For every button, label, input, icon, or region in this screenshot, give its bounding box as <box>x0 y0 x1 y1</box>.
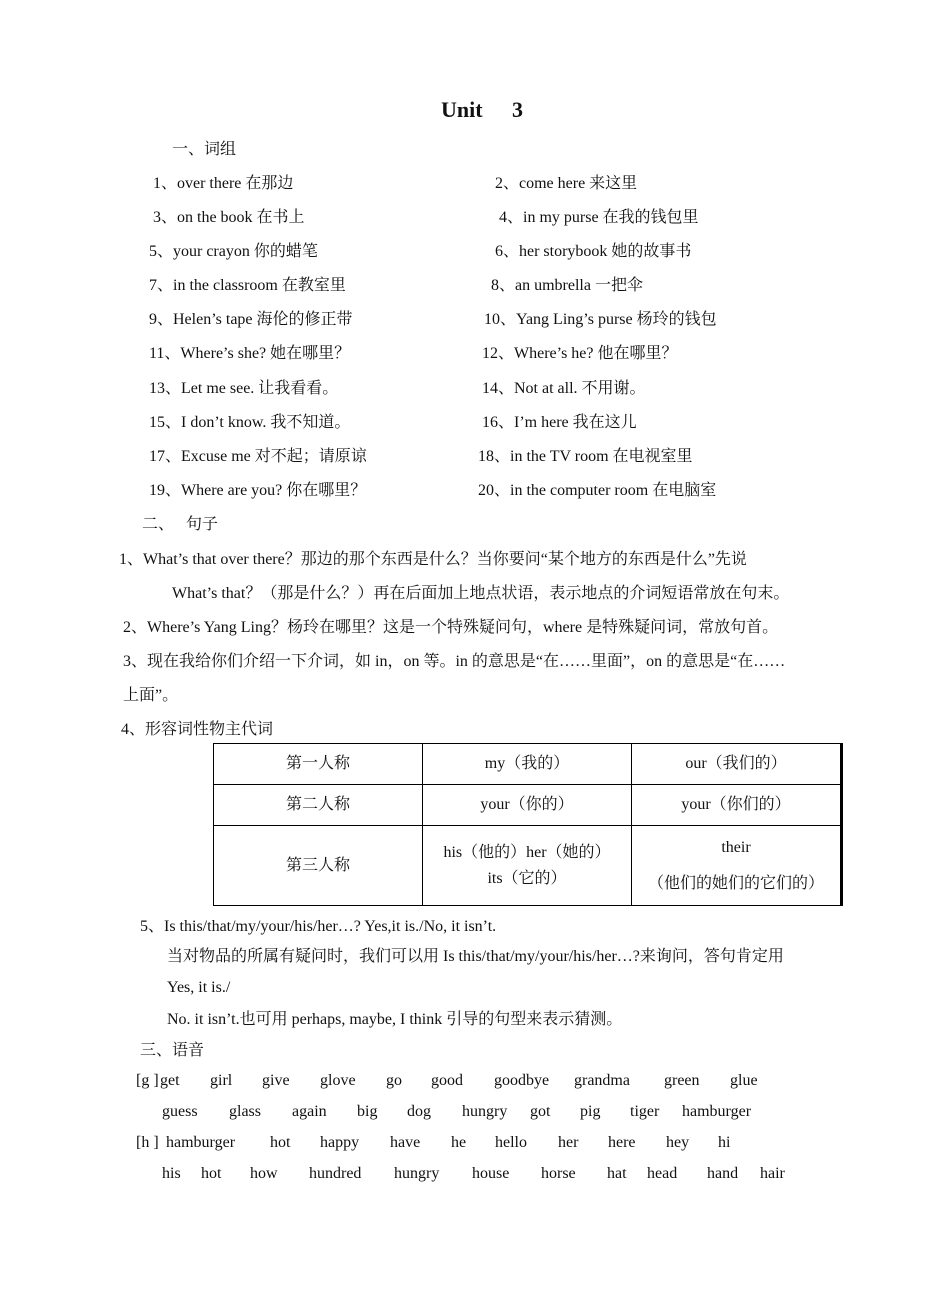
table-cell: 第一人称 <box>214 744 423 785</box>
phonics-word: again <box>292 1103 327 1120</box>
table-cell: our（我们的） <box>632 744 842 785</box>
pronoun-table <box>213 743 843 906</box>
phonics-word: big <box>357 1103 378 1120</box>
phrase-item: 17、Excuse me 对不起；请原谅 <box>149 448 367 465</box>
phonics-word: tiger <box>630 1103 660 1120</box>
phonics-word: hand <box>707 1165 739 1182</box>
phonics-word: have <box>390 1134 421 1151</box>
sentence-paragraph: 4、形容词性物主代词 <box>121 721 274 738</box>
phrase-item: 11、Where’s she? 她在哪里？ <box>149 345 351 362</box>
table-cell: my（我的） <box>423 744 632 785</box>
phonics-word: get <box>160 1072 180 1089</box>
phonics-word: hair <box>760 1165 785 1182</box>
cell-line: his（他的）her（她的） <box>443 843 611 861</box>
sentence-paragraph: No. it isn’t.也可用 perhaps, maybe, I think 引导的句型来表示猜测。 <box>167 1011 623 1028</box>
phonics-label: [g ] <box>136 1072 159 1089</box>
phrase-item: 14、Not at all. 不用谢。 <box>482 380 646 397</box>
cell-line: its（它的） <box>487 869 567 887</box>
sentence-paragraph: 当对物品的所属有疑问时，我们可以用 Is this/that/my/your/his/her…?来询问，答句肯定用 <box>167 948 784 965</box>
phrase-item: 4、in my purse 在我的钱包里 <box>499 209 699 226</box>
phrase-item: 19、Where are you? 你在哪里？ <box>149 482 367 499</box>
phrase-item: 15、I don’t know. 我不知道。 <box>149 414 351 431</box>
phrase-item: 18、in the TV room 在电视室里 <box>478 448 693 465</box>
sentence-paragraph: 1、What’s that over there？那边的那个东西是什么？当你要问“某个地方的东西是什么”先说 <box>119 551 747 568</box>
cell-line: their <box>721 838 751 856</box>
phonics-word: pig <box>580 1103 601 1120</box>
table-row <box>214 744 842 785</box>
table-row <box>214 826 842 906</box>
section-heading: 二、 句子 <box>142 516 219 533</box>
phrase-item: 20、in the computer room 在电脑室 <box>478 482 717 499</box>
sentence-paragraph: 上面”。 <box>123 687 179 704</box>
phonics-word: glass <box>229 1103 261 1120</box>
phonics-word: here <box>608 1134 636 1151</box>
phrase-item: 3、on the book 在书上 <box>153 209 305 226</box>
phonics-word: he <box>451 1134 467 1151</box>
section-heading: 一、词组 <box>172 141 237 158</box>
section-heading: 三、语音 <box>140 1042 205 1059</box>
phonics-word: dog <box>407 1103 431 1120</box>
phrase-item: 8、an umbrella 一把伞 <box>491 277 643 294</box>
phrase-item: 12、Where’s he? 他在哪里？ <box>482 345 678 362</box>
table-cell <box>423 826 632 906</box>
phonics-word: house <box>472 1165 510 1182</box>
phonics-word: her <box>558 1134 579 1151</box>
phonics-word: hungry <box>394 1165 440 1182</box>
page-title: Unit 3 <box>441 97 524 122</box>
phonics-word: glue <box>730 1072 758 1089</box>
sentence-paragraph: What’s that？（那是什么？）再在后面加上地点状语，表示地点的介词短语常放在句末。 <box>172 585 790 602</box>
phonics-word: hat <box>607 1165 627 1182</box>
phonics-word: his <box>162 1165 181 1182</box>
phonics-word: good <box>431 1072 463 1089</box>
phonics-word: hey <box>666 1134 690 1151</box>
phrase-item: 6、her storybook 她的故事书 <box>495 243 692 260</box>
phrase-item: 7、in the classroom 在教室里 <box>149 277 346 294</box>
phonics-word: hello <box>495 1134 527 1151</box>
phonics-word: horse <box>541 1165 576 1182</box>
table-cell: 第三人称 <box>214 826 423 906</box>
sentence-paragraph: 2、Where’s Yang Ling？杨玲在哪里？这是一个特殊疑问句，where 是特殊疑问词，常放句首。 <box>123 619 779 636</box>
phonics-word: hungry <box>462 1103 508 1120</box>
phrase-item: 9、Helen’s tape 海伦的修正带 <box>149 311 353 328</box>
phonics-word: green <box>664 1072 700 1089</box>
phrase-item: 5、your crayon 你的蜡笔 <box>149 243 318 260</box>
phonics-word: grandma <box>574 1072 630 1089</box>
phonics-word: how <box>250 1165 278 1182</box>
phonics-word: hundred <box>309 1165 362 1182</box>
table-cell: your（你们的） <box>632 785 842 826</box>
phonics-word: give <box>262 1072 290 1089</box>
phrase-item: 10、Yang Ling’s purse 杨玲的钱包 <box>484 311 717 328</box>
phonics-label: [h ] <box>136 1134 159 1151</box>
phrase-item: 2、come here 来这里 <box>495 175 638 192</box>
phonics-word: head <box>647 1165 678 1182</box>
phonics-word: guess <box>162 1103 198 1120</box>
phonics-word: hot <box>201 1165 222 1182</box>
phrase-item: 13、Let me see. 让我看看。 <box>149 380 339 397</box>
phrase-item: 1、over there 在那边 <box>153 175 294 192</box>
phonics-word: goodbye <box>494 1072 550 1089</box>
phonics-word: got <box>530 1103 551 1120</box>
table-cell <box>632 826 842 906</box>
phonics-word: hi <box>718 1134 731 1151</box>
table-cell: 第二人称 <box>214 785 423 826</box>
sentence-paragraph: 3、现在我给你们介绍一下介词，如 in，on 等。in 的意思是“在……里面”，on 的意思是“在…… <box>123 653 786 670</box>
sentence-paragraph: 5、Is this/that/my/your/his/her…? Yes,it is./No, it isn’t. <box>140 918 497 935</box>
phonics-word: hamburger <box>166 1134 236 1151</box>
phonics-word: happy <box>320 1134 360 1151</box>
phonics-word: glove <box>320 1072 356 1089</box>
phonics-word: hamburger <box>682 1103 752 1120</box>
table-cell: your（你的） <box>423 785 632 826</box>
phonics-word: girl <box>210 1072 233 1089</box>
sentence-paragraph: Yes, it is./ <box>167 979 231 996</box>
phrase-item: 16、I’m here 我在这儿 <box>482 414 637 431</box>
table-row <box>214 785 842 826</box>
cell-line: （他们的她们的它们的） <box>647 874 824 892</box>
phonics-word: go <box>386 1072 402 1089</box>
phonics-word: hot <box>270 1134 291 1151</box>
